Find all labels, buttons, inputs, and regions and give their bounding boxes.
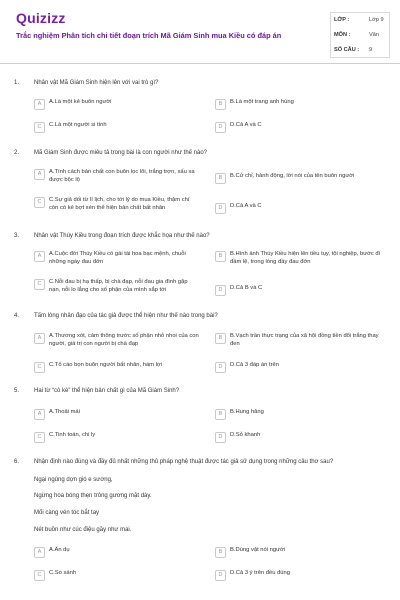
option-letter-box: B	[215, 173, 226, 184]
question-text: Tấm lòng nhân đạo của tác giả được thể hiện như thế nào trong bài?	[34, 313, 218, 319]
meta-row-subject	[331, 28, 389, 43]
meta-key: SỐ CÂU :	[334, 47, 360, 53]
option-text: C.Nỗi đau bị hạ thấp, bị chà đạp, nỗi đau gia đình gặp nạn, nỗi lo lắng cho số phận của mình sắp tới	[49, 279, 188, 293]
option-letter-box: B	[215, 333, 226, 344]
option-letter-box: C	[34, 122, 45, 133]
option-letter-box: B	[215, 409, 226, 420]
option-text: B.Dùng vật nói người	[230, 547, 286, 553]
option-text: B.Cử chỉ, hành động, lời nói của tên buôn người	[230, 173, 355, 179]
option-text: B.Hung hăng	[230, 409, 264, 415]
option-text: C.So sánh	[49, 570, 77, 576]
question-text: Nhận định nào đúng và đầy đủ nhất những thủ pháp nghệ thuật được tác giả sử dụng trong những câu thơ sau?	[34, 459, 334, 465]
option-letter-box: D	[215, 362, 226, 373]
meta-value: Văn	[369, 32, 379, 38]
question-number: 1.	[14, 80, 20, 86]
option-text: B.Là một trang anh hùng	[230, 99, 294, 105]
option-text: C.Sự giả dối từ lí lịch, cho tới lý do mua Kiều, thậm chí còn có kẻ bợt xén thể hiện bản chất bất nhân	[49, 197, 190, 211]
option-letter-box: D	[215, 570, 226, 581]
option-text: D.Cả A và C	[230, 203, 262, 209]
quiz-meta-box	[330, 12, 390, 58]
question-text: Hai từ “cò kè” thể hiện bản chất gì của Mã Giám Sinh?	[34, 388, 180, 394]
option-letter-box: B	[215, 547, 226, 558]
option-letter-box: C	[34, 570, 45, 581]
option-letter-box: A	[34, 99, 45, 110]
option-text: D.Cả A và C	[230, 122, 262, 128]
option-letter-box: B	[215, 99, 226, 110]
option-text: A.Cuộc đời Thúy Kiều có gái tài hoa bạc mệnh, chuỗi những ngày đau đớn	[49, 251, 186, 265]
option-text: A.Tính cách bản chất con buôn lọc lõi, trắng trợn, xấu xa được bộc lộ	[49, 169, 195, 183]
option-letter-box: D	[215, 122, 226, 133]
option-text: B.Vạch trần thực trạng của xã hội đồng tiền đổi trắng thay đen	[230, 333, 379, 347]
option-letter-box: D	[215, 432, 226, 443]
meta-row-class	[331, 13, 389, 28]
page-title: Trắc nghiệm Phân tích chi tiết đoạn trích Mã Giám Sinh mua Kiều có đáp án	[16, 31, 282, 40]
poem-line: Nét buồn như cúc điệu gầy như mai.	[34, 527, 132, 533]
question-text: Nhân vật Thúy Kiều trong đoạn trích được khắc họa như thế nào?	[34, 233, 210, 239]
option-letter-box: A	[34, 409, 45, 420]
option-letter-box: A	[34, 169, 45, 180]
option-letter-box: C	[34, 279, 45, 290]
option-text: A.Ẩn dụ	[49, 547, 70, 553]
meta-key: LỚP :	[334, 17, 350, 23]
option-letter-box: B	[215, 251, 226, 262]
option-text: C.Là một người si tình	[49, 122, 107, 128]
question-number: 2.	[14, 150, 20, 156]
option-letter-box: A	[34, 251, 45, 262]
meta-key: MÔN :	[334, 32, 351, 38]
poem-line: Ngừng hoa bóng thẹn trông gương mặt dày.	[34, 493, 152, 499]
option-letter-box: D	[215, 285, 226, 296]
option-letter-box: D	[215, 203, 226, 214]
option-text: C.Tinh toán, chi ly	[49, 432, 96, 438]
poem-line: Ngại ngùng dợn gió e sương,	[34, 477, 113, 483]
meta-value: 9	[369, 47, 373, 53]
question-text: Nhân vật Mã Giám Sinh hiện lên với vai trò gì?	[34, 80, 159, 86]
option-text: B.Hình ảnh Thúy Kiều hiện lên tiều tụy, tội nghiệp, bước đi đầm lệ, trong lòng đầy đau đớn	[230, 251, 380, 265]
option-text: D.Cả B và C	[230, 285, 263, 291]
question-text: Mã Giám Sinh được miêu tả trong bài là con người như thế nào?	[34, 150, 208, 156]
option-letter-box: A	[34, 547, 45, 558]
option-letter-box: C	[34, 432, 45, 443]
question-number: 3.	[14, 233, 20, 239]
quizizz-logo: Quizizz	[16, 10, 66, 26]
meta-row-count	[331, 43, 389, 58]
option-text: C.Tố cáo bọn buôn người bất nhân, hám lợi	[49, 362, 162, 368]
meta-value: Lớp 9	[369, 17, 384, 23]
option-text: A.Thương xót, cảm thông trước số phận nhỏ nhoi của con người, giá trị con người bị chà đạp	[49, 333, 199, 347]
option-text: A.Thoải mái	[49, 409, 80, 415]
question-number: 4.	[14, 313, 20, 319]
poem-line: Mối càng vén tóc bắt tay	[34, 510, 100, 516]
option-letter-box: C	[34, 197, 45, 208]
option-text: D.Sỏ khanh	[230, 432, 261, 438]
option-letter-box: C	[34, 362, 45, 373]
page-header	[0, 0, 400, 64]
option-text: D.Cả 3 đáp án trên	[230, 362, 279, 368]
option-text: A.Là một kẻ buôn người	[49, 99, 112, 105]
option-text: D.Cả 3 ý trên đều đúng	[230, 570, 290, 576]
option-letter-box: A	[34, 333, 45, 344]
question-number: 6.	[14, 459, 20, 465]
question-number: 5.	[14, 388, 20, 394]
